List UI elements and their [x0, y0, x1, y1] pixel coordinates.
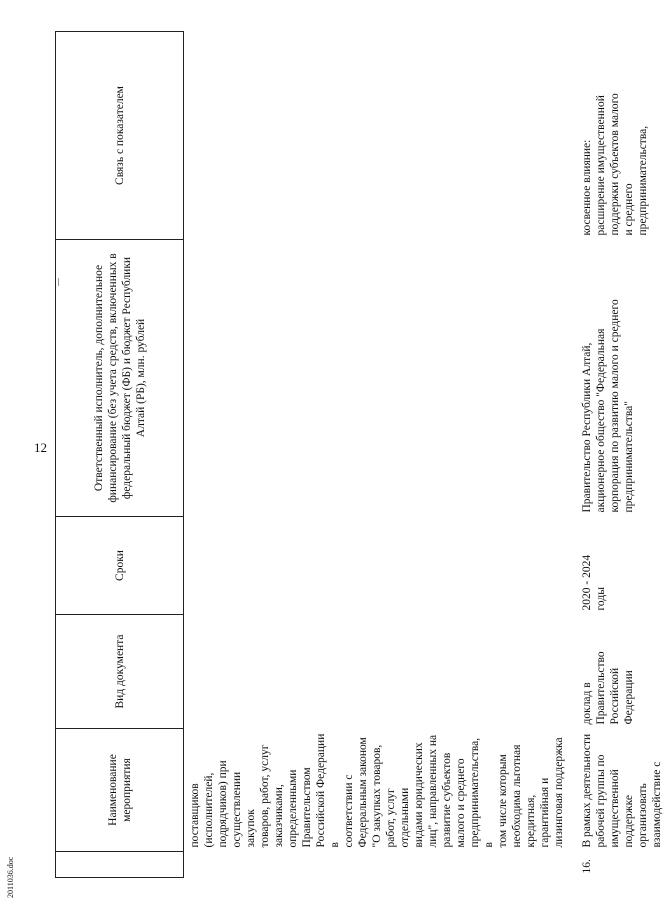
cell-executor: Правительство Республики Алтай, акционерное общество "Федеральная корпорация по развитию малого и среднего предпринимательства" [581, 299, 635, 513]
cell-terms [184, 517, 567, 615]
table-row-continuation [184, 32, 567, 878]
cell-terms: 2020 - 2024 годы [581, 554, 607, 611]
cell-name: В рамках деятельности рабочей группы по имущественной поддержке организовать взаимодействие с [581, 733, 663, 848]
header-name: Наименование мероприятия [56, 729, 184, 852]
table-header-row [56, 32, 184, 878]
cell-number: 16. [581, 859, 593, 874]
page-number: 12 [34, 440, 47, 455]
cell-link: косвенное влияние: расширение имущественной поддержки субъектов малого и среднего предпринимательства, [581, 93, 649, 236]
measures-table [55, 31, 664, 878]
header-link: Связь с показателем [56, 32, 184, 240]
header-document: Вид документа [56, 615, 184, 729]
rotated-table-stage [55, 32, 663, 878]
header-terms: Сроки [56, 517, 184, 615]
cell-executor [184, 240, 567, 517]
header-number [56, 852, 184, 878]
cell-name: поставщиков (исполнителей, подрядчиков) при осуществлении закупок товаров, работ, услуг заказчиками, определенными Правительством Российской Федерации в соответствии с Федеральным законом "О закупках товаров, работ, услуг отдельными видами юридических лиц", направленных на развитие субъектов малого и среднего предпринимательства, в том числе которым необходима льготная кредитная, гарантийная и лизинговая поддержка [189, 733, 565, 848]
table-row-16 [566, 32, 664, 878]
header-executor: Ответственный исполнитель, дополнительное финансирование (без учета средств, включенных в федеральный бюджет (ФБ) и бюджет Республики Алтай (РБ), млн. рублей [56, 240, 184, 517]
cell-link [184, 32, 567, 240]
cell-document [184, 615, 567, 729]
cell-number [184, 852, 567, 878]
cell-document: доклад в Правительство Российской Федерации [581, 651, 635, 725]
footer-document-code: 2011036.doc [6, 856, 15, 898]
